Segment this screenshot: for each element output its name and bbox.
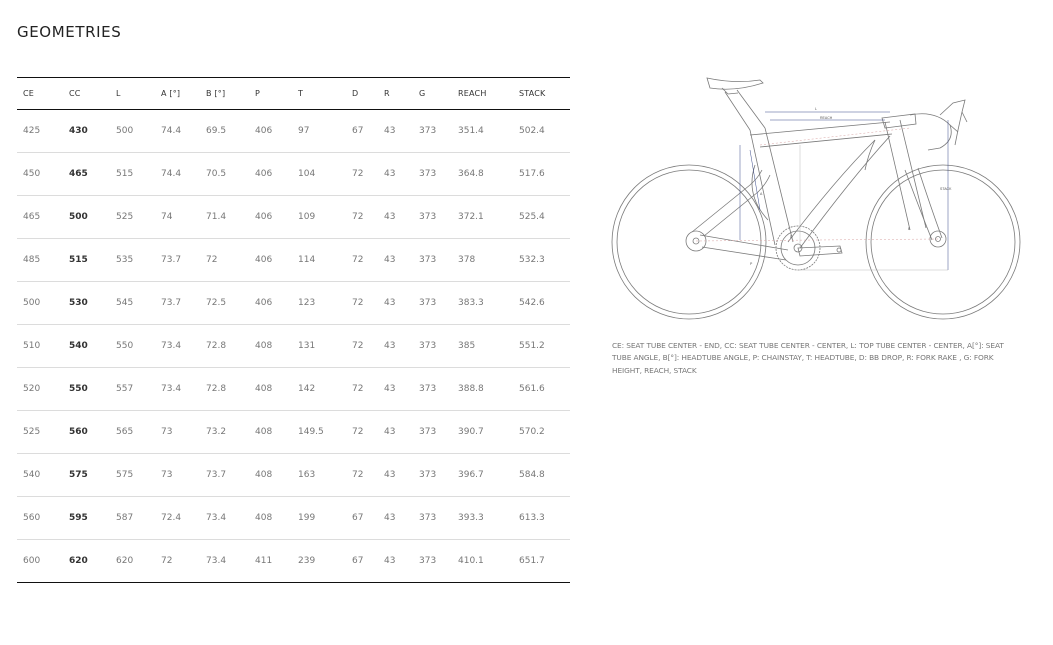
svg-text:D: D — [790, 235, 793, 239]
table-cell: 74 — [155, 196, 200, 239]
column-header: STACK — [513, 78, 570, 110]
table-cell: 373 — [413, 325, 452, 368]
table-cell: 406 — [249, 153, 292, 196]
table-cell: 43 — [378, 110, 413, 153]
table-cell: 73 — [155, 454, 200, 497]
table-cell: 530 — [63, 282, 110, 325]
handlebar-icon — [910, 100, 967, 150]
table-cell: 532.3 — [513, 239, 570, 282]
table-cell: 542.6 — [513, 282, 570, 325]
table-row — [17, 153, 570, 196]
table-row — [17, 196, 570, 239]
table-cell: 73.2 — [200, 411, 249, 454]
table-cell: 373 — [413, 110, 452, 153]
table-cell: 72.4 — [155, 497, 200, 540]
table-cell: 550 — [63, 368, 110, 411]
column-header: CE — [17, 78, 63, 110]
table-cell: 551.2 — [513, 325, 570, 368]
table-row — [17, 540, 570, 583]
table-cell: 613.3 — [513, 497, 570, 540]
table-cell: 373 — [413, 368, 452, 411]
column-header: CC — [63, 78, 110, 110]
bike-geometry-diagram — [610, 70, 1030, 330]
table-cell: 620 — [69, 556, 88, 566]
table-cell: 131 — [292, 325, 346, 368]
table-cell: 109 — [292, 196, 346, 239]
table-cell: 72 — [346, 196, 378, 239]
table-cell: 364.8 — [452, 153, 513, 196]
table-row — [17, 110, 570, 153]
table-cell: 500 — [17, 282, 63, 325]
table-cell: 43 — [378, 282, 413, 325]
table-cell: 500 — [63, 196, 110, 239]
table-cell: 67 — [352, 556, 364, 566]
table-cell: 525 — [110, 196, 155, 239]
table-cell: 73.7 — [155, 239, 200, 282]
table-cell: 406 — [249, 196, 292, 239]
table-cell: 373 — [419, 556, 437, 566]
table-row — [17, 497, 570, 540]
column-header: REACH — [452, 78, 513, 110]
table-row — [17, 282, 570, 325]
table-cell: 620 — [116, 556, 134, 566]
table-cell: 72 — [161, 556, 173, 566]
table-cell: 584.8 — [513, 454, 570, 497]
table-cell: 43 — [384, 556, 396, 566]
table-cell: 104 — [292, 153, 346, 196]
table-cell: 408 — [249, 325, 292, 368]
table-cell: 72.8 — [200, 325, 249, 368]
table-cell: 510 — [17, 325, 63, 368]
table-cell: 517.6 — [513, 153, 570, 196]
table-cell: 587 — [110, 497, 155, 540]
table-cell: 114 — [292, 239, 346, 282]
table-cell: 97 — [292, 110, 346, 153]
table-cell: 408 — [249, 497, 292, 540]
table-cell: 500 — [110, 110, 155, 153]
column-header: R — [378, 78, 413, 110]
svg-text:A: A — [760, 192, 763, 196]
table-cell: 540 — [63, 325, 110, 368]
table-cell: 575 — [110, 454, 155, 497]
table-cell: 515 — [63, 239, 110, 282]
table-cell: 525.4 — [513, 196, 570, 239]
table-cell: 73.4 — [206, 556, 227, 566]
table-cell: 73.7 — [200, 454, 249, 497]
table-cell: 485 — [17, 239, 63, 282]
table-cell: 425 — [17, 110, 63, 153]
table-cell: 73 — [155, 411, 200, 454]
column-header: P — [249, 78, 292, 110]
table-cell: 540 — [17, 454, 63, 497]
table-cell: 372.1 — [452, 196, 513, 239]
table-cell: 378 — [452, 239, 513, 282]
table-cell: 43 — [378, 368, 413, 411]
table-cell: 406 — [249, 110, 292, 153]
table-cell: 72 — [346, 153, 378, 196]
table-cell: 70.5 — [200, 153, 249, 196]
svg-text:L: L — [815, 107, 817, 111]
table-cell: 73.4 — [155, 368, 200, 411]
table-cell: 72 — [200, 239, 249, 282]
table-cell: 408 — [249, 454, 292, 497]
table-cell: 67 — [346, 497, 378, 540]
table-cell: 408 — [249, 368, 292, 411]
table-cell: 450 — [17, 153, 63, 196]
table-cell: 43 — [378, 411, 413, 454]
table-cell: 373 — [413, 239, 452, 282]
table-cell: 71.4 — [200, 196, 249, 239]
table-cell: 600 — [23, 556, 41, 566]
table-header-row — [17, 78, 570, 110]
table-cell: 570.2 — [513, 411, 570, 454]
saddle-icon — [707, 78, 763, 94]
table-cell: 72 — [346, 239, 378, 282]
table-cell: 163 — [292, 454, 346, 497]
table-cell: 465 — [17, 196, 63, 239]
table-cell: 373 — [413, 196, 452, 239]
column-header: L — [110, 78, 155, 110]
table-cell: 73.7 — [155, 282, 200, 325]
table-cell: 373 — [413, 153, 452, 196]
table-cell: 72 — [346, 368, 378, 411]
column-header: A [°] — [155, 78, 200, 110]
table-cell: 520 — [17, 368, 63, 411]
geometry-table — [17, 77, 570, 583]
table-cell: 239 — [298, 556, 316, 566]
table-cell: 72 — [346, 454, 378, 497]
table-cell: 525 — [17, 411, 63, 454]
table-cell: 545 — [110, 282, 155, 325]
table-cell: 43 — [378, 497, 413, 540]
table-cell: 575 — [63, 454, 110, 497]
table-cell: 393.3 — [452, 497, 513, 540]
table-cell: 72 — [346, 411, 378, 454]
table-cell: 411 — [255, 556, 273, 566]
table-cell: 396.7 — [452, 454, 513, 497]
table-cell: 199 — [292, 497, 346, 540]
table-cell: 408 — [249, 411, 292, 454]
table-cell: 67 — [346, 110, 378, 153]
table-cell: 465 — [63, 153, 110, 196]
table-cell: 373 — [413, 454, 452, 497]
table-cell: 72 — [346, 325, 378, 368]
table-row — [17, 239, 570, 282]
column-header: T — [292, 78, 346, 110]
table-cell: 351.4 — [452, 110, 513, 153]
table-body — [17, 110, 570, 583]
table-cell: 72 — [346, 282, 378, 325]
table-row — [17, 368, 570, 411]
table-cell: 515 — [110, 153, 155, 196]
svg-text:REACH: REACH — [820, 116, 833, 120]
table-cell: 74.4 — [155, 153, 200, 196]
table-cell: 72.8 — [200, 368, 249, 411]
table-cell: 43 — [378, 239, 413, 282]
table-cell: 383.3 — [452, 282, 513, 325]
table-cell: 560 — [63, 411, 110, 454]
table-cell: 406 — [249, 282, 292, 325]
table-row — [17, 454, 570, 497]
table-cell: 73.4 — [155, 325, 200, 368]
table-cell: 550 — [110, 325, 155, 368]
table-cell: 142 — [292, 368, 346, 411]
svg-text:B: B — [908, 227, 911, 231]
table-cell: 406 — [249, 239, 292, 282]
table-cell: 373 — [413, 497, 452, 540]
table-row — [17, 411, 570, 454]
svg-text:P: P — [750, 262, 753, 266]
table-cell: 43 — [378, 454, 413, 497]
table-cell: 69.5 — [200, 110, 249, 153]
table-cell: 43 — [378, 153, 413, 196]
page-title: GEOMETRIES — [17, 23, 122, 41]
table-cell: 43 — [378, 325, 413, 368]
table-cell: 73.4 — [200, 497, 249, 540]
table-cell: 373 — [413, 411, 452, 454]
table-cell: 561.6 — [513, 368, 570, 411]
svg-text:STACK: STACK — [940, 187, 952, 191]
column-header: B [°] — [200, 78, 249, 110]
table-cell: 410.1 — [458, 556, 484, 566]
table-cell: 535 — [110, 239, 155, 282]
table-cell: 72.5 — [200, 282, 249, 325]
table-cell: 430 — [63, 110, 110, 153]
table-cell: 651.7 — [519, 556, 545, 566]
table-cell: 390.7 — [452, 411, 513, 454]
table-cell: 43 — [378, 196, 413, 239]
column-header: D — [346, 78, 378, 110]
table-cell: 502.4 — [513, 110, 570, 153]
table-cell: 373 — [413, 282, 452, 325]
table-cell: 149.5 — [292, 411, 346, 454]
table-cell: 385 — [452, 325, 513, 368]
table-cell: 74.4 — [155, 110, 200, 153]
table-cell: 595 — [63, 497, 110, 540]
geometry-legend-caption: CE: SEAT TUBE CENTER - END, CC: SEAT TUBE CENTER - CENTER, L: TOP TUBE CENTER - CENTER, A[°]: SEAT TUBE ANGLE, B[°]: HEADTUBE ANGLE, P: CHAINSTAY, T: HEADTUBE, D: BB DROP, R: FORK RAKE , G: FORK HEIGHT, REACH, STACK — [612, 341, 1004, 375]
table-cell: 560 — [17, 497, 63, 540]
table-cell: 123 — [292, 282, 346, 325]
column-header: G — [413, 78, 452, 110]
table-cell: 388.8 — [452, 368, 513, 411]
table-row — [17, 325, 570, 368]
table-cell: 565 — [110, 411, 155, 454]
table-cell: 557 — [110, 368, 155, 411]
